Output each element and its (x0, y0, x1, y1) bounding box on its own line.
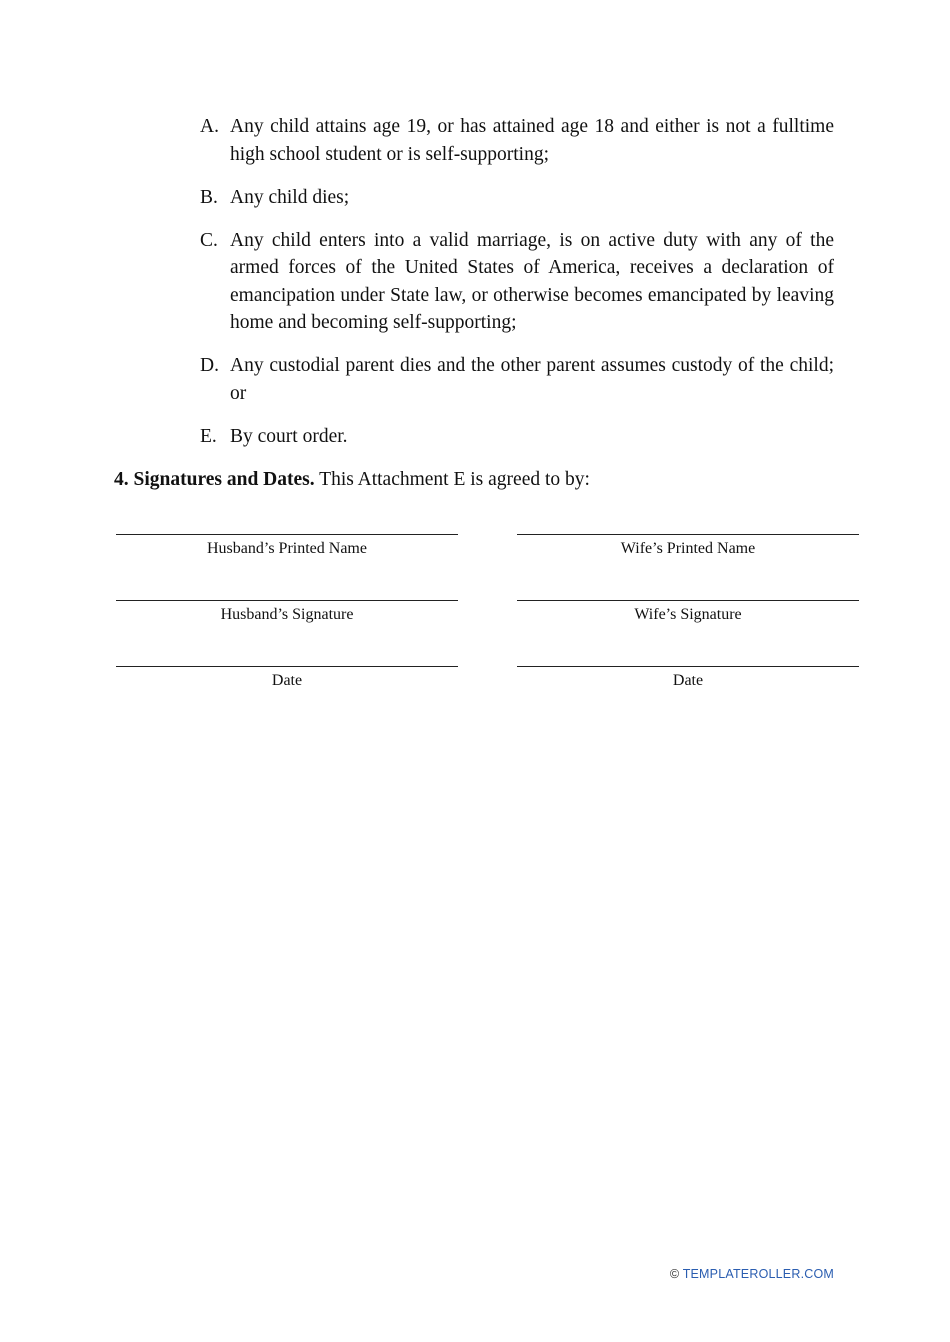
condition-list (200, 113, 834, 466)
list-item-text: By court order. (230, 425, 348, 447)
wife-date-block (517, 666, 859, 691)
copyright-icon: © (669, 1267, 680, 1281)
list-item-text: Any child attains age 19, or has attained age 18 and either is not a fulltime high school student or is self-supporting; (230, 116, 834, 165)
wife-date-line[interactable] (517, 666, 859, 667)
husband-printed-name-block (116, 534, 458, 559)
list-item-letter: C. (200, 229, 218, 251)
wife-date-label: Date (672, 672, 704, 689)
list-item-letter: D. (200, 355, 219, 376)
husband-date-block (116, 666, 458, 691)
wife-signature-block (517, 600, 859, 625)
husband-signature-line[interactable] (116, 600, 458, 601)
list-item (200, 352, 834, 407)
husband-signature-block (116, 600, 458, 625)
list-item-letter: B. (200, 186, 218, 208)
husband-date-label: Date (271, 672, 303, 689)
list-item-text: Any child enters into a valid marriage, is on active duty with any of the armed forces of the United States of America, receives a declaration of emancipation under State law, or otherwise becomes emancipated by leaving home and becoming self-supporting; (230, 229, 834, 333)
wife-printed-name-line[interactable] (517, 534, 859, 535)
list-item-text: Any child dies; (230, 186, 350, 208)
wife-signature-label: Wife’s Signature (634, 606, 742, 623)
husband-printed-name-line[interactable] (116, 534, 458, 535)
list-item-letter: E. (200, 425, 217, 447)
wife-printed-name-label: Wife’s Printed Name (620, 540, 756, 557)
wife-printed-name-block (517, 534, 859, 559)
section-text: This Attachment E is agreed to by: (314, 469, 590, 490)
husband-printed-name-label: Husband’s Printed Name (207, 540, 367, 557)
list-item (200, 423, 834, 451)
husband-date-line[interactable] (116, 666, 458, 667)
list-item-text: Any custodial parent dies and the other parent assumes custody of the child; or (230, 355, 834, 404)
footer-credit (670, 1267, 834, 1281)
wife-signature-line[interactable] (517, 600, 859, 601)
section-heading: 4. Signatures and Dates. (114, 469, 315, 490)
list-item (200, 227, 834, 337)
signatures-section-intro (114, 466, 590, 494)
list-item (200, 184, 834, 212)
templateroller-link[interactable]: TEMPLATEROLLER.COM (682, 1267, 834, 1281)
list-item-letter: A. (200, 116, 219, 137)
husband-signature-label: Husband’s Signature (220, 606, 354, 623)
list-item (200, 113, 834, 168)
